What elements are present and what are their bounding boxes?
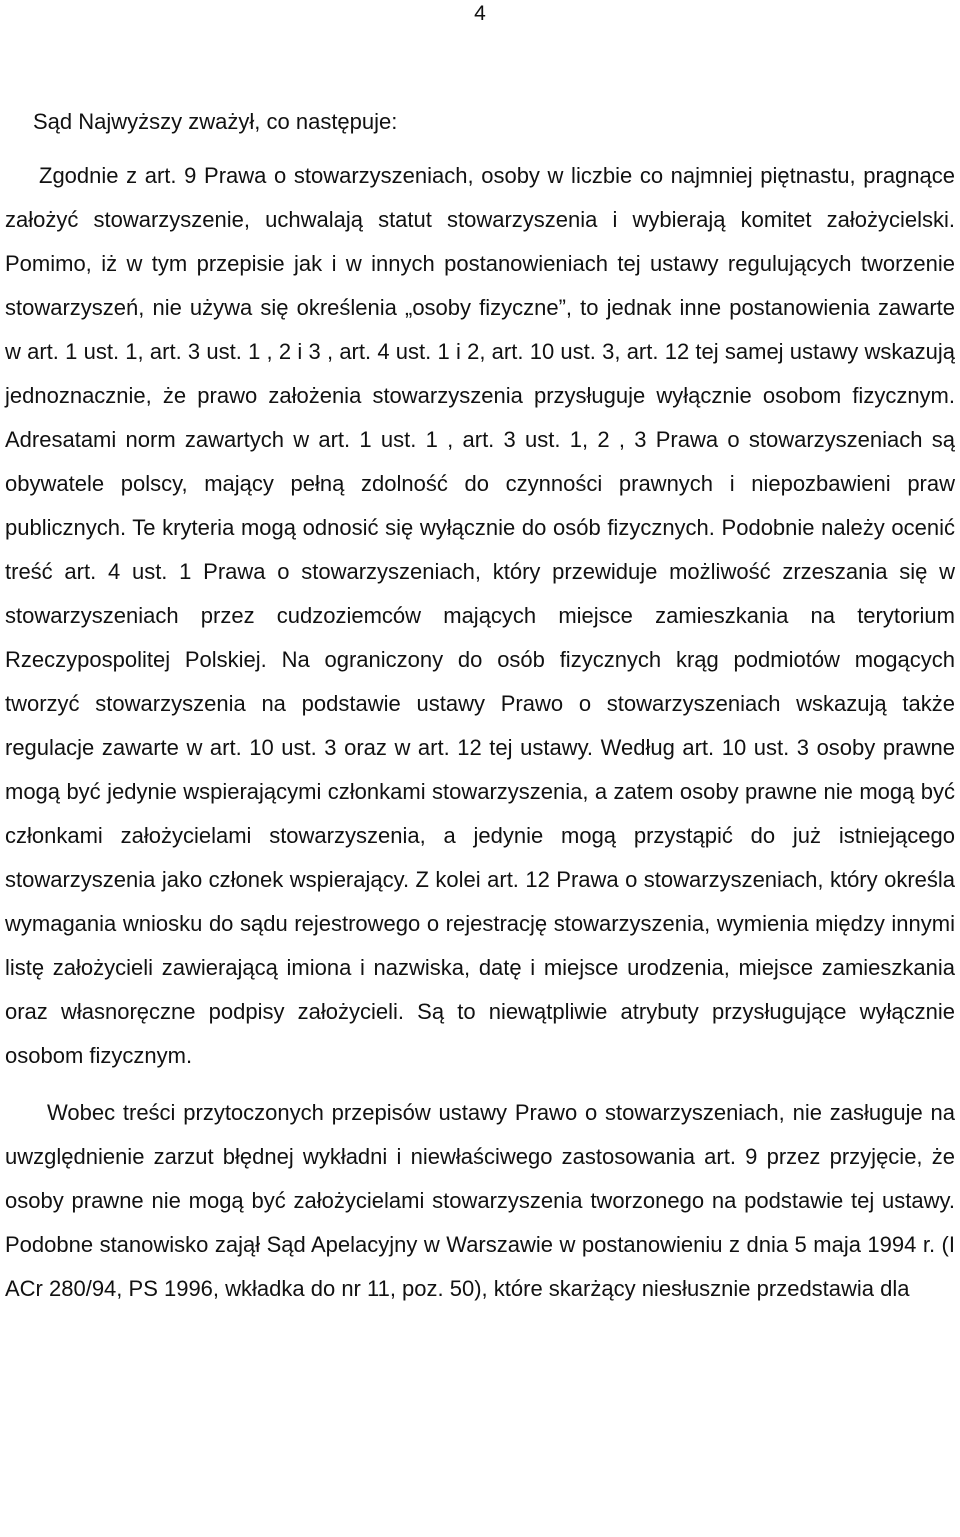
body-paragraph-1: Zgodnie z art. 9 Prawa o stowarzyszeniach, osoby w liczbie co najmniej piętnastu, pragnące założyć stowarzyszenie, uchwalają statut stowarzyszenia i wybierają komitet założycielski. Pomimo, iż w tym przepisie jak i w innych postanowieniach tej ustawy regulujących tworzenie stowarzyszeń, nie używa się określenia „osoby fizyczne”, to jednak inne postanowienia zawarte w art. 1 ust. 1, art. 3 ust. 1 , 2 i 3 , art. 4 ust. 1 i 2, art. 10 ust. 3, art. 12 tej samej ustawy wskazują jednoznacznie, że prawo założenia stowarzyszenia przysługuje wyłącznie osobom fizycznym. Adresatami norm zawartych w art. 1 ust. 1 , art. 3 ust. 1, 2 , 3 Prawa o stowarzyszeniach są obywatele polscy, mający pełną zdolność do czynności prawnych i niepozbawieni praw publicznych. Te kryteria mogą odnosić się wyłącznie do osób fizycznych. Podobnie należy ocenić treść art. 4 ust. 1 Prawa o stowarzyszeniach, który przewiduje możliwość zrzeszania się w stowarzyszeniach przez cudzoziemców mających miejsce zamieszkania na terytorium Rzeczypospolitej Polskiej. Na ograniczony do osób fizycznych krąg podmiotów mogących tworzyć stowarzyszenia na podstawie ustawy Prawo o stowarzyszeniach wskazują także regulacje zawarte w art. 10 ust. 3 oraz w art. 12 tej ustawy. Według art. 10 ust. 3 osoby prawne mogą być jedynie wspierającymi członkami stowarzyszenia, a zatem osoby prawne nie mogą być członkami założycielami stowarzyszenia, a jedynie mogą przystąpić do już istniejącego stowarzyszenia jako członek wspierający. Z kolei art. 12 Prawa o stowarzyszeniach, który określa wymagania wniosku do sądu rejestrowego o rejestrację stowarzyszenia, wymienia między innymi listę założycieli zawierającą imiona i nazwiska, datę i miejsce urodzenia, miejsce zamieszkania oraz własnoręczne podpisy założycieli. Są to niewątpliwie atrybuty przysługujące wyłącznie osobom fizycznym. [5,163,955,1068]
document-body [5,100,955,1311]
page-number: 4 [474,2,486,25]
section-heading: Sąd Najwyższy zważył, co następuje: [33,109,398,134]
body-paragraph-2: Wobec treści przytoczonych przepisów ustawy Prawo o stowarzyszeniach, nie zasługuje na uwzględnienie zarzut błędnej wykładni i niewłaściwego zastosowania art. 9 przez przyjęcie, że osoby prawne nie mogą być założycielami stowarzyszenia tworzonego na podstawie tej ustawy. Podobne stanowisko zajął Sąd Apelacyjny w Warszawie w postanowieniu z dnia 5 maja 1994 r. (I ACr 280/94, PS 1996, wkładka do nr 11, poz. 50), które skarżący niesłusznie przedstawia dla [5,1100,955,1301]
